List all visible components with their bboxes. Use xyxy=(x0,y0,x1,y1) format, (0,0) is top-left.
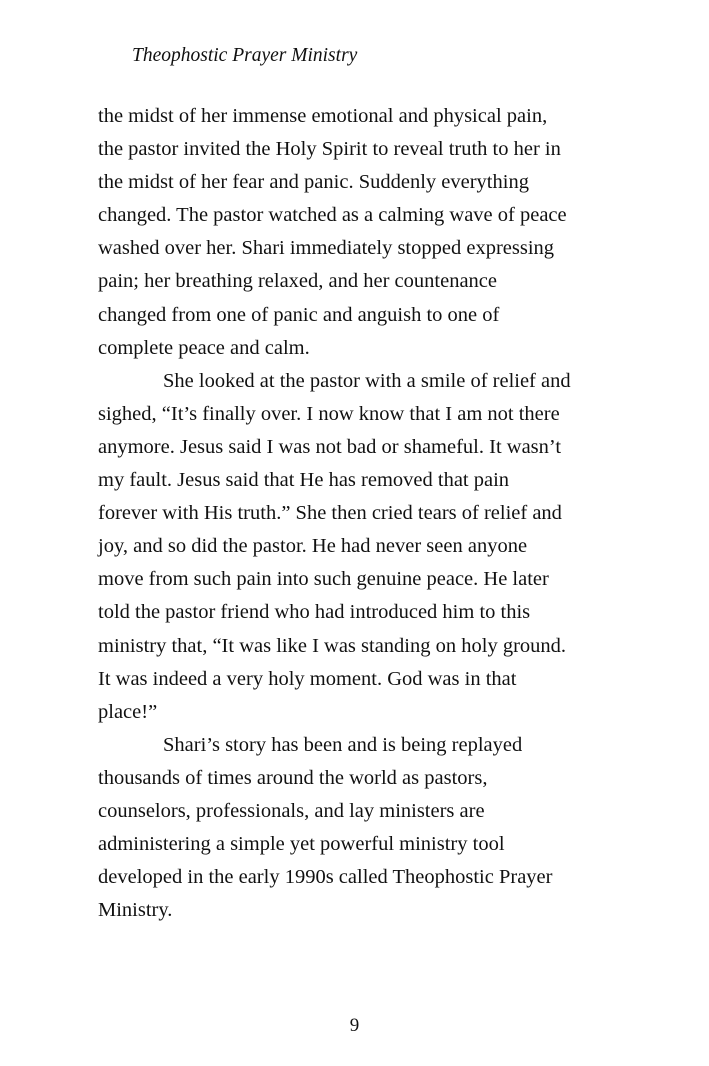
text-line: She looked at the pastor with a smile of relief and xyxy=(163,369,571,392)
text-line: complete peace and calm. xyxy=(98,336,310,359)
text-line: thousands of times around the world as pastors, xyxy=(98,766,488,789)
page-number: 9 xyxy=(349,1015,360,1036)
text-line: place!” xyxy=(98,700,158,723)
text-line: ministry that, “It was like I was standing on holy ground. xyxy=(98,634,567,657)
text-line: Shari’s story has been and is being replayed xyxy=(163,733,523,756)
text-line: sighed, “It’s finally over. I now know that I am not there xyxy=(98,402,560,425)
text-line: my fault. Jesus said that He has removed that pain xyxy=(98,469,510,492)
text-line: the midst of her immense emotional and physical pain, xyxy=(98,105,548,127)
text-line: washed over her. Shari immediately stopped expressing xyxy=(98,237,555,260)
text-line: move from such pain into such genuine peace. He later xyxy=(98,568,549,591)
text-line: developed in the early 1990s called Theophostic Prayer xyxy=(98,866,553,889)
text-line: changed. The pastor watched as a calming wave of peace xyxy=(98,204,567,227)
text-line: forever with His truth.” She then cried tears of relief and xyxy=(98,502,562,525)
text-line: joy, and so did the pastor. He had never seen anyone xyxy=(98,535,528,558)
text-line: anymore. Jesus said I was not bad or shameful. It wasn’t xyxy=(98,435,562,458)
text-line: the midst of her fear and panic. Suddenly everything xyxy=(98,171,529,194)
text-line: counselors, professionals, and lay ministers are xyxy=(98,799,485,822)
text-line: It was indeed a very holy moment. God was in that xyxy=(98,667,517,690)
text-line: administering a simple yet powerful ministry tool xyxy=(98,833,505,856)
body-text xyxy=(98,100,628,927)
text-line: changed from one of panic and anguish to one of xyxy=(98,303,500,326)
text-line: the pastor invited the Holy Spirit to reveal truth to her in xyxy=(98,138,561,161)
text-line: Ministry. xyxy=(98,899,173,922)
running-header: Theophostic Prayer Ministry xyxy=(132,45,358,66)
text-line: told the pastor friend who had introduced him to this xyxy=(98,601,531,624)
text-line: pain; her breathing relaxed, and her countenance xyxy=(98,270,497,293)
